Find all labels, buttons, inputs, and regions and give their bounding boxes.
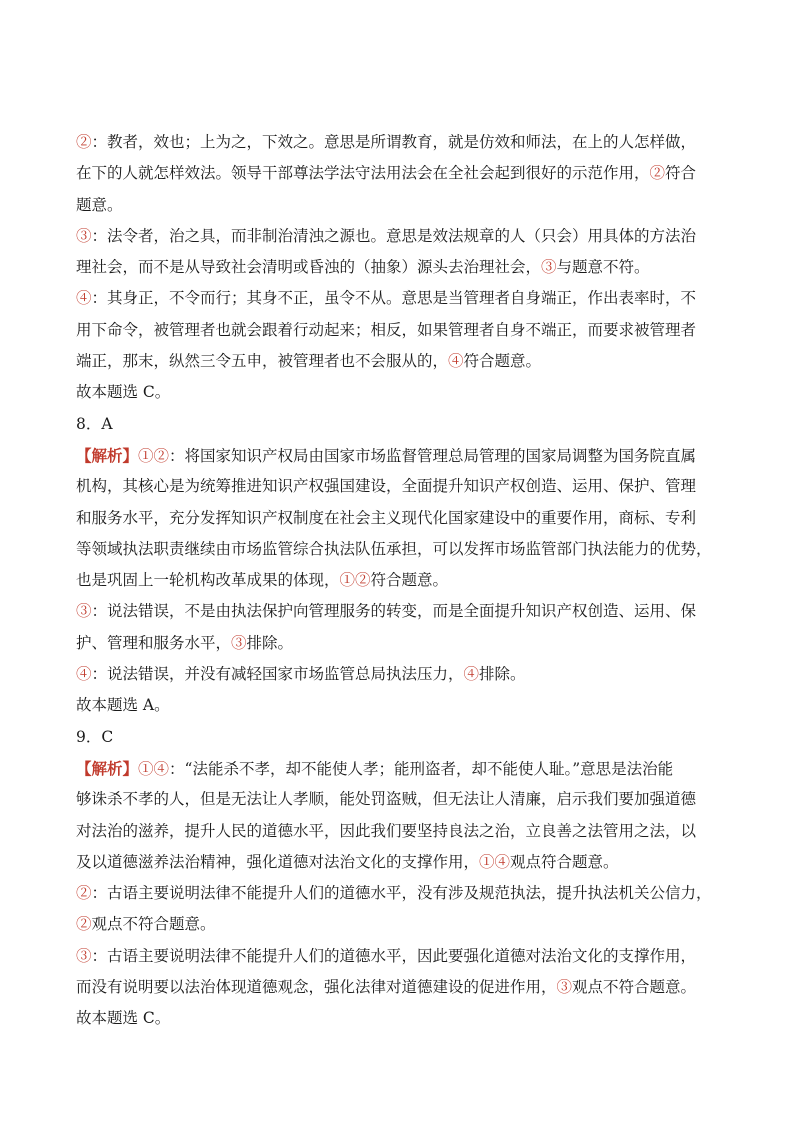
q7-p4-marker: ④	[76, 289, 92, 308]
q9-p3-line1: ③：古语主要说明法律不能提升人们的道德水平，因此要强化道德对法治文化的支撑作用，	[76, 946, 697, 965]
q9-p2-line2: ②观点不符合题意。	[76, 915, 216, 934]
q8-p4-marker: ④	[76, 665, 92, 684]
q8-p12-line3: 和服务水平，充分发挥知识产权制度在社会主义现代化国家建设中的重要作用，商标、专利	[76, 508, 697, 527]
q7-p4-line2: 用下命令，被管理者也就会跟着行动起来；相反，如果管理者自身不端正，而要求被管理者	[76, 320, 697, 339]
q9-p2-line1: ②：古语主要说明法律不能提升人们的道德水平，没有涉及规范执法，提升执法机关公信力，	[76, 884, 712, 903]
q7-p2-line1: ②：教者，效也；上为之，下效之。意思是所谓教育，就是仿效和师法，在上的人怎样做，	[76, 133, 697, 151]
q9-conclusion: 故本题选 C。	[76, 1009, 171, 1028]
q7-p2-marker: ②	[76, 133, 92, 151]
q8-p12-line4: 等领域执法职责继续由市场监管综合执法队伍承担，可以发挥市场监管部门执法能力的优势，	[76, 539, 712, 558]
q9-p14-line3: 对法治的滋养，提升人民的道德水平，因此我们要坚持良法之治，立良善之法管用之法，以	[76, 821, 697, 840]
q9-analysis-tag: 【解析】	[76, 758, 139, 778]
q9-p14-line4: 及以道德滋养法治精神，强化道德对法治文化的支撑作用，①④观点符合题意。	[76, 852, 619, 871]
q7-p3-line1: ③：法令者，治之具，而非制治清浊之源也。意思是效法规章的人（只会）用具体的方法治	[76, 226, 697, 245]
q9-p3-line2: 而没有说明要以法治体现道德观念，强化法律对道德建设的促进作用，③观点不符合题意。	[76, 978, 697, 997]
q9-p14-marker: ①④	[138, 759, 170, 778]
q7-p3-marker: ③	[76, 226, 92, 245]
q8-p12-line1: 【解析】①②：将国家知识产权局由国家市场监督管理总局管理的国家局调整为国务院直属	[76, 445, 697, 465]
q9-header: 9．C	[76, 727, 114, 746]
q8-p12-line2: 机构，其核心是为统筹推进知识产权强国建设，全面提升知识产权创造、运用、保护、管理	[76, 477, 697, 496]
q7-p2-line3: 题意。	[76, 195, 123, 214]
q7-p2-line2: 在下的人就怎样效法。领导干部尊法学法守法用法会在全社会起到很好的示范作用，②符合	[76, 164, 697, 183]
q9-p14-line2: 够诛杀不孝的人，但是无法让人孝顺，能处罚盗贼，但无法让人清廉，启示我们要加强道德	[76, 790, 697, 809]
q7-p3-line2: 理社会，而不是从导致社会清明或昏浊的（抽象）源头去治理社会，③与题意不符。	[76, 258, 650, 277]
q7-p4-line1: ④：其身正，不令而行；其身不正，虽令不从。意思是当管理者自身端正，作出表率时，不	[76, 289, 697, 308]
answer-document	[76, 127, 726, 1035]
q9-p3-marker: ③	[76, 946, 92, 965]
q8-p12-line5: 也是巩固上一轮机构改革成果的体现，①②符合题意。	[76, 571, 449, 590]
q8-p3-marker: ③	[76, 602, 92, 621]
q9-p2-marker: ②	[76, 884, 92, 903]
q7-conclusion: 故本题选 C。	[76, 383, 171, 402]
q8-p3-line2: 护、管理和服务水平，③排除。	[76, 633, 294, 652]
q7-p4-line3: 端正，那末，纵然三令五申，被管理者也不会服从的，④符合题意。	[76, 352, 542, 371]
q9-p14-line1: 【解析】①④：“法能杀不孝，却不能使人孝；能刑盗者，却不能使人耻。”意思是法治能	[76, 758, 674, 778]
q8-p4-line1: ④：说法错误，并没有减轻国家市场监管总局执法压力，④排除。	[76, 665, 526, 684]
q8-analysis-tag: 【解析】	[76, 445, 139, 465]
q8-p3-line1: ③：说法错误，不是由执法保护向管理服务的转变，而是全面提升知识产权创造、运用、保	[76, 602, 697, 621]
q8-header: 8．A	[76, 414, 113, 433]
q8-conclusion: 故本题选 A。	[76, 696, 170, 715]
q8-p12-marker: ①②	[138, 446, 170, 465]
